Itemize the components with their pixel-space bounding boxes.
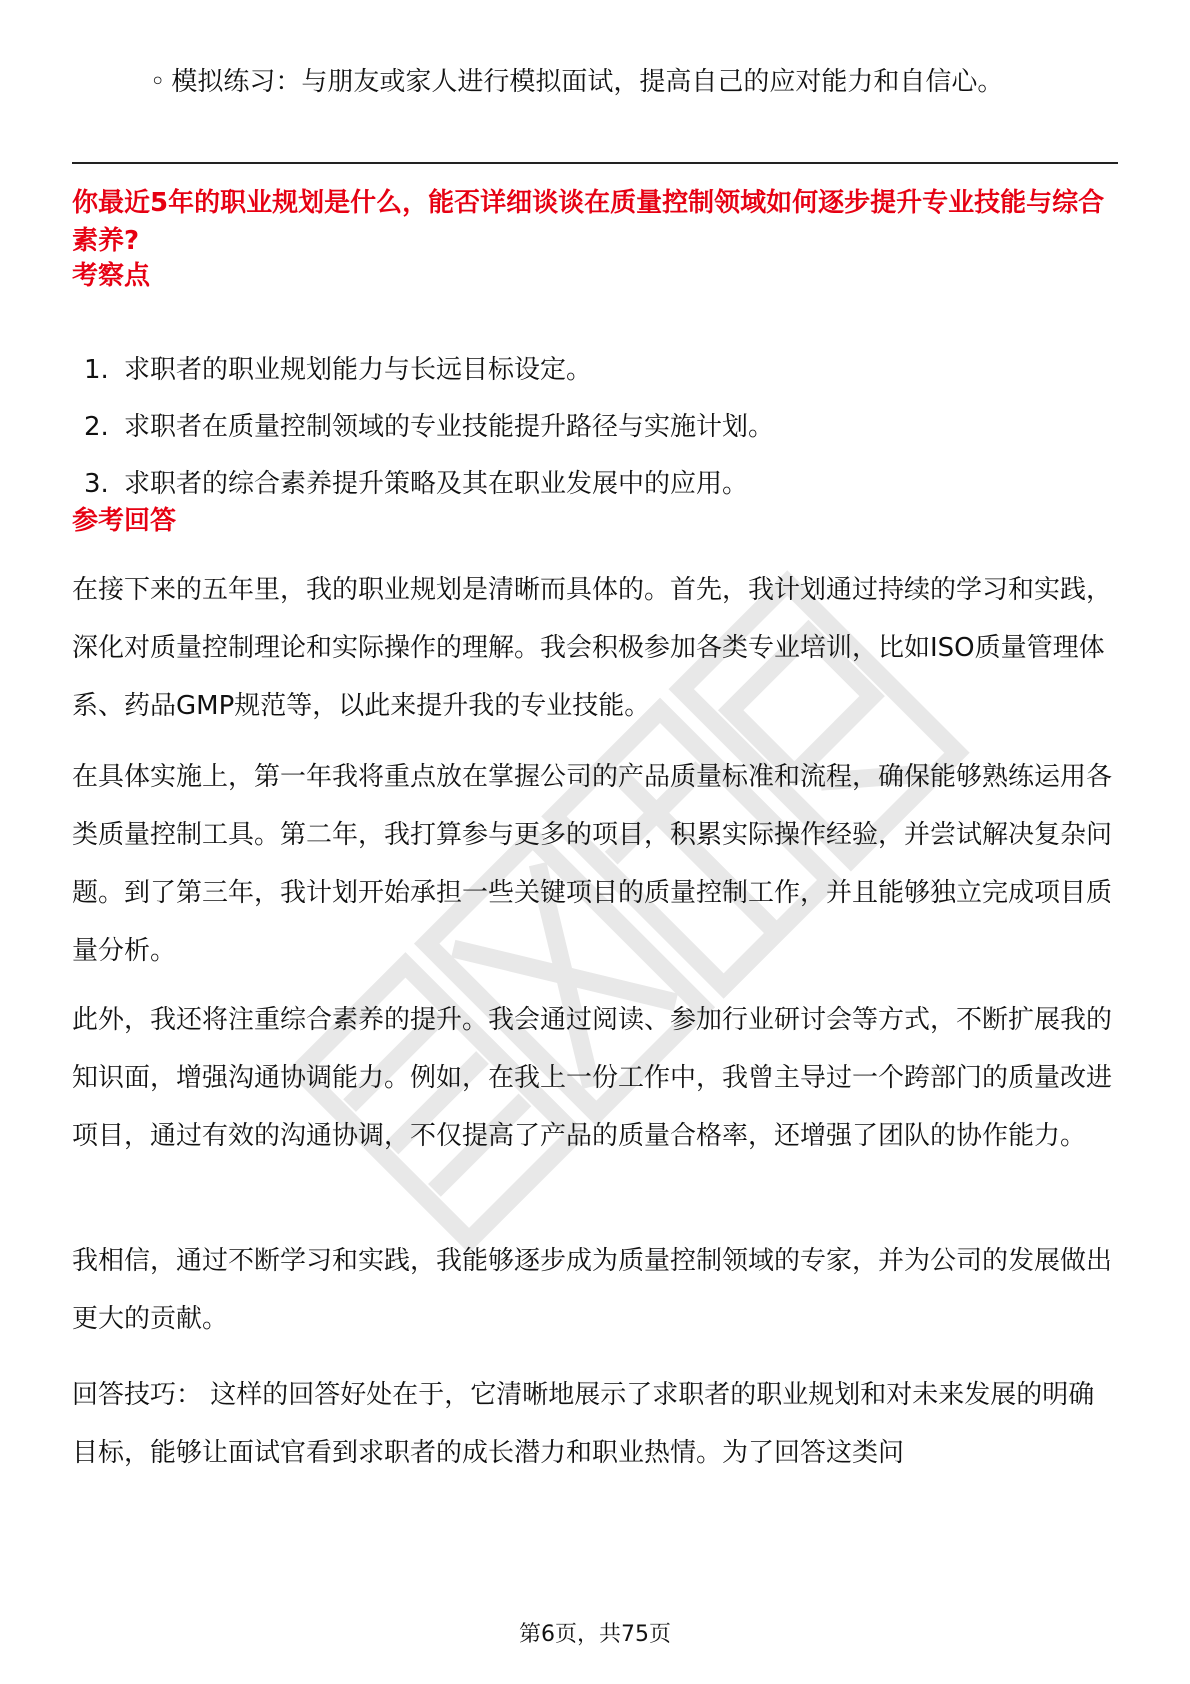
answer-paragraph: 在具体实施上，第一年我将重点放在掌握公司的产品质量标准和流程，确保能够熟练运用各类质量控制工具。第二年，我打算参与更多的项目，积累实际操作经验，并尝试解决复杂问题。到了第三年，我计划开始承担一些关键项目的质量控制工作，并且能够独立完成项目质量分析。: [72, 762, 1113, 966]
exam-point-text: 求职者在质量控制领域的专业技能提升路径与实施计划。: [124, 412, 775, 442]
exam-points-list: [84, 350, 774, 521]
exam-point-item: [84, 464, 774, 521]
exam-point-text: 求职者的综合素养提升策略及其在职业发展中的应用。: [124, 469, 749, 499]
exam-point-text: 求职者的职业规划能力与长远目标设定。: [124, 355, 593, 385]
sub-bullet-item: [150, 62, 1003, 102]
answering-tips-paragraph: 回答技巧： 这样的回答好处在于，它清晰地展示了求职者的职业规划和对未来发展的明确目标，能够让面试官看到求职者的成长潜力和职业热情。为了回答这类问: [72, 1380, 1095, 1468]
exam-points-heading: 考察点: [72, 261, 151, 291]
exam-point-number: 3.: [84, 469, 109, 499]
answer-paragraph: 在接下来的五年里，我的职业规划是清晰而具体的。首先，我计划通过持续的学习和实践，深化对质量控制理论和实际操作的理解。我会积极参加各类专业培训，比如ISO质量管理体系、药品GMP规范等，以此来提升我的专业技能。: [72, 575, 1113, 721]
exam-point-item: [84, 350, 774, 407]
reference-answer-heading: 参考回答: [72, 506, 177, 536]
answer-paragraph: 此外，我还将注重综合素养的提升。我会通过阅读、参加行业研讨会等方式，不断扩展我的知识面，增强沟通协调能力。例如，在我上一份工作中，我曾主导过一个跨部门的质量改进项目，通过有效的沟通协调，不仅提高了产品的质量合格率，还增强了团队的协作能力。: [72, 1005, 1113, 1151]
section-divider: [72, 162, 1118, 164]
exam-point-number: 2.: [84, 412, 109, 442]
question-heading: 你最近5年的职业规划是什么，能否详细谈谈在质量控制领域如何逐步提升专业技能与综合素养?: [72, 188, 1105, 256]
exam-point-item: [84, 407, 774, 464]
exam-point-number: 1.: [84, 355, 109, 385]
page-number: 第6页，共75页: [519, 1622, 671, 1647]
hollow-bullet-icon: ◦: [150, 67, 166, 97]
sub-bullet-text: 模拟练习：与朋友或家人进行模拟面试，提高自己的应对能力和自信心。: [171, 67, 1004, 97]
answer-paragraph: 我相信，通过不断学习和实践，我能够逐步成为质量控制领域的专家，并为公司的发展做出更大的贡献。: [72, 1246, 1113, 1334]
